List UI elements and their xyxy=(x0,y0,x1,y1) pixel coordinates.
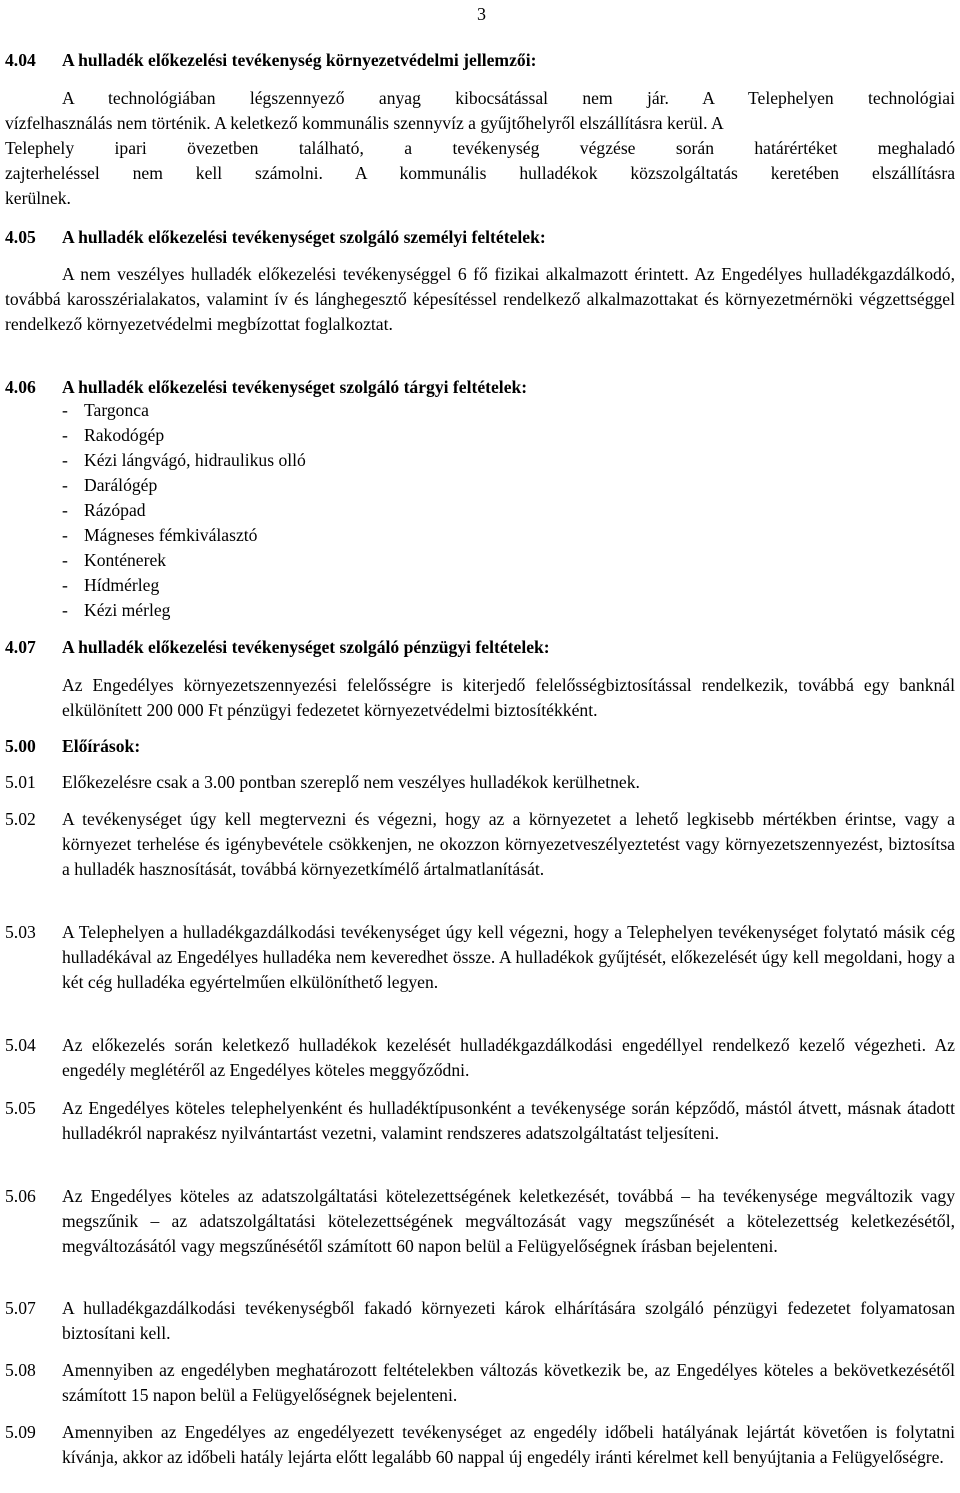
section-title: Előírások: xyxy=(62,736,141,756)
section-4-07-text: Az Engedélyes környezetszennyezési felelősségre is kiterjedő felelősségbiztosítással rendelkezik, továbbá egy banknál elkülönített 200 000 Ft pénzügyi fedezetet környezetvédelmi biztosítékként. xyxy=(62,675,955,720)
section-5-00-heading xyxy=(5,734,955,759)
rule-text: A hulladékgazdálkodási tevékenységből fakadó környezeti károk elhárítására szolgáló pénzügyi fedezetet folyamatosan biztosítani kell. xyxy=(62,1298,955,1343)
rule-5-05 xyxy=(5,1096,955,1146)
section-4-05-heading xyxy=(5,225,955,250)
rule-text: Az Engedélyes köteles az adatszolgáltatási kötelezettségének keletkezését, továbbá – ha tevékenysége megváltozik vagy megszűnik – az adatszolgáltatási kötelezettségének megváltozását vagy megszűnését a kötelezettség keletkezésétől, megváltozásától vagy megszűnésétől számított 60 napon belül a Felügyelőségnek írásban bejelenteni. xyxy=(62,1186,955,1256)
rule-text: A Telephelyen a hulladékgazdálkodási tevékenységet úgy kell végezni, hogy a Telephelyen tevékenységet folytató másik cég hulladékával az Engedélyes hulladéka nem keveredhet össze. A hulladékok gyűjtését, előkezelését úgy kell megoldani, hogy a két cég hulladéka egyértelműen elkülöníthető legyen. xyxy=(62,922,955,992)
rule-number: 5.08 xyxy=(5,1360,36,1380)
rule-5-03 xyxy=(5,920,955,995)
rule-text: Az Engedélyes köteles telephelyenként és hulladéktípusonként a tevékenysége során képződő, mástól átvett, másnak átadott hulladékról naprakész nyilvántartást vezetni, valamint rendszeres adatszolgáltatást teljesíteni. xyxy=(62,1098,955,1143)
rule-number: 5.04 xyxy=(5,1035,36,1055)
rule-text: Amennyiben az Engedélyes az engedélyezett tevékenységet az engedély időbeli hatályának lejártát követően is folytatni kívánja, akkor az időbeli hatály lejárta előtt legalább 60 nappal új engedély iránti kérelmet kell benyújtania a Felügyelőségre. xyxy=(62,1422,955,1467)
rule-number: 5.03 xyxy=(5,922,36,942)
rule-number: 5.07 xyxy=(5,1298,36,1318)
rule-number: 5.02 xyxy=(5,809,36,829)
section-number: 5.00 xyxy=(5,736,36,756)
section-title: A hulladék előkezelési tevékenységet szolgáló személyi feltételek: xyxy=(62,227,546,247)
list-item: - Targonca xyxy=(62,400,149,420)
rule-text: A tevékenységet úgy kell megtervezni és végezni, hogy az a környezetet a lehető legkisebb mértékben érintse, vagy a környezet terhelése és igénybevétele csökkenjen, ne okozzon környezetveszélyeztetést vagy környezetszennyezést, biztosítsa a hulladék hasznosítását, továbbá környezetkímélő ártalmatlanítását. xyxy=(62,809,955,879)
section-number: 4.07 xyxy=(5,637,36,657)
list-item: - Kézi mérleg xyxy=(62,600,171,620)
list-item: - Rakodógép xyxy=(62,425,165,445)
section-4-04-heading xyxy=(5,48,955,73)
rule-text: Előkezelésre csak a 3.00 pontban szereplő nem veszélyes hulladékok kerülhetnek. xyxy=(62,772,640,792)
list-item: - Mágneses fémkiválasztó xyxy=(62,525,258,545)
rule-5-09 xyxy=(5,1420,955,1470)
section-4-06-heading xyxy=(5,375,955,400)
rule-text: Az előkezelés során keletkező hulladékok kezelését hulladékgazdálkodási engedéllyel rendelkező kezelő végezheti. Az engedély meglétéről az Engedélyes köteles meggyőződni. xyxy=(62,1035,955,1080)
rule-number: 5.05 xyxy=(5,1098,36,1118)
section-4-07-heading xyxy=(5,635,955,660)
list-item: - Darálógép xyxy=(62,475,158,495)
rule-number: 5.09 xyxy=(5,1422,36,1442)
text-line: zajterheléssel nem kell számolni. A kommunális hulladékok közszolgáltatás keretében elszállításra xyxy=(5,163,955,183)
rule-5-02 xyxy=(5,807,955,882)
list-item: - Kézi lángvágó, hidraulikus olló xyxy=(62,450,306,470)
rule-5-07 xyxy=(5,1296,955,1346)
rule-5-08 xyxy=(5,1358,955,1408)
section-number: 4.04 xyxy=(5,50,36,70)
equipment-list xyxy=(62,398,306,623)
section-number: 4.05 xyxy=(5,227,36,247)
text-line: A technológiában légszennyező anyag kibocsátással nem jár. A Telephelyen technológiai xyxy=(62,88,955,108)
rule-5-06 xyxy=(5,1184,955,1259)
text-line: Telephely ipari övezetben található, a tevékenység végzése során határértéket meghaladó xyxy=(5,138,955,158)
text-line: kerülnek. xyxy=(5,188,71,208)
section-title: A hulladék előkezelési tevékenységet szolgáló tárgyi feltételek: xyxy=(62,377,528,397)
list-item: - Konténerek xyxy=(62,550,167,570)
page-number: 3 xyxy=(477,4,486,24)
section-title: A hulladék előkezelési tevékenység környezetvédelmi jellemzői: xyxy=(62,50,537,70)
rule-number: 5.01 xyxy=(5,772,36,792)
rule-text: Amennyiben az engedélyben meghatározott feltételekben változás következik be, az Engedélyes köteles a bekövetkezésétől számított 15 napon belül a Felügyelőségnek bejelenteni. xyxy=(62,1360,955,1405)
rule-5-01 xyxy=(5,770,955,795)
section-title: A hulladék előkezelési tevékenységet szolgáló pénzügyi feltételek: xyxy=(62,637,550,657)
section-4-04-text xyxy=(5,86,955,211)
list-item: - Hídmérleg xyxy=(62,575,160,595)
text-line: vízfelhasználás nem történik. A keletkező kommunális szennyvíz a gyűjtőhelyről elszállításra kerül. A xyxy=(5,113,724,133)
section-4-05-text: A nem veszélyes hulladék előkezelési tevékenységgel 6 fő fizikai alkalmazott érintett. Az Engedélyes hulladékgazdálkodó, továbbá karosszérialakatos, valamint ív és lánghegesztő képesítéssel rendelkező alkalmazottakat és környezetmérnöki végzettséggel rendelkező környezetvédelmi megbízottat foglalkoztat. xyxy=(5,264,955,334)
rule-5-04 xyxy=(5,1033,955,1083)
list-item: - Rázópad xyxy=(62,500,146,520)
rule-number: 5.06 xyxy=(5,1186,36,1206)
section-number: 4.06 xyxy=(5,377,36,397)
